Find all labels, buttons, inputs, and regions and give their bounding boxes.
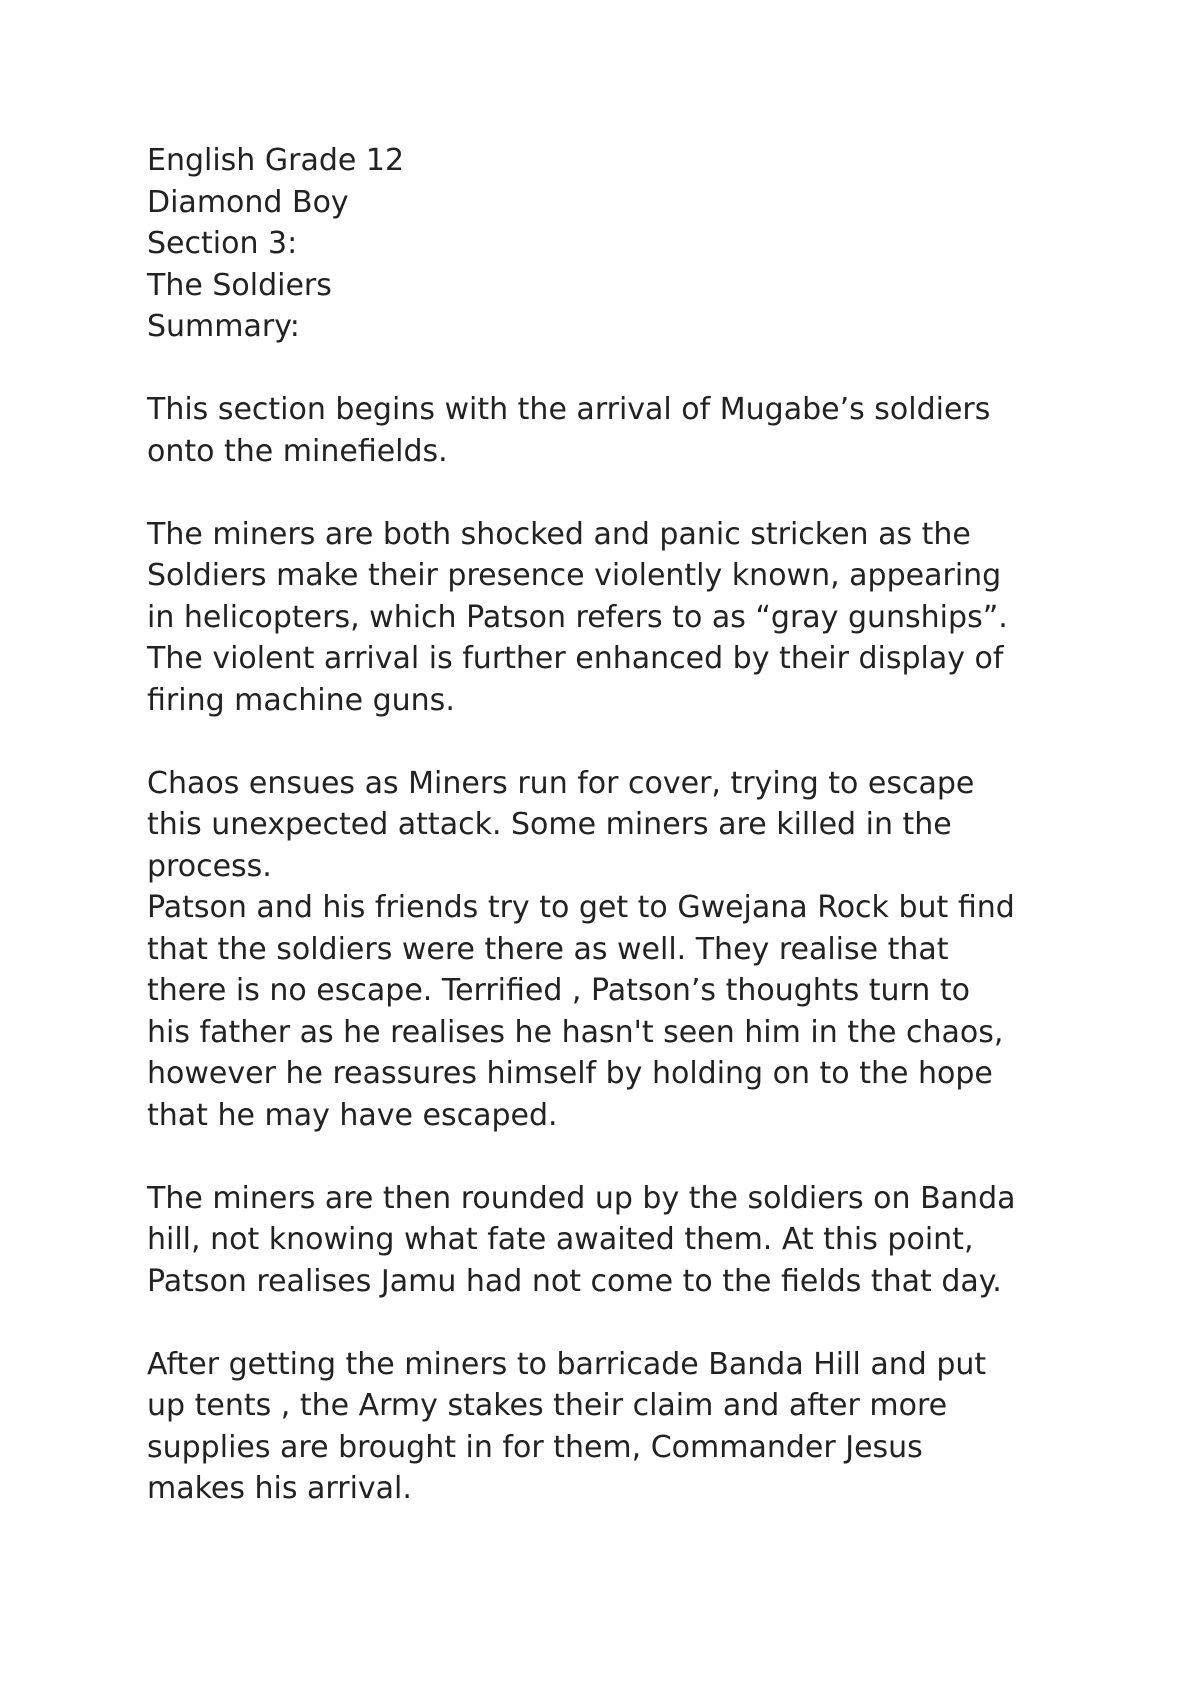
summary-label: Summary: bbox=[147, 309, 300, 344]
paragraph-line: up tents , the Army stakes their claim and after more bbox=[147, 1388, 948, 1423]
paragraph-line: this unexpected attack. Some miners are killed in the bbox=[147, 807, 952, 842]
paragraph-line: makes his arrival. bbox=[147, 1471, 412, 1506]
paragraph-line: Chaos ensues as Miners run for cover, trying to escape bbox=[147, 765, 975, 801]
paragraph-line: firing machine guns. bbox=[147, 682, 455, 718]
spacer bbox=[147, 472, 1067, 514]
paragraph-line: The miners are both shocked and panic stricken as the bbox=[147, 516, 971, 552]
spacer bbox=[147, 348, 1067, 390]
paragraph-line: This section begins with the arrival of Mugabe’s soldiers bbox=[147, 392, 991, 427]
section-number: Section 3: bbox=[147, 226, 298, 261]
document-page bbox=[147, 140, 1067, 1510]
spacer bbox=[147, 1136, 1067, 1178]
paragraph-banda-hill bbox=[147, 1178, 1067, 1303]
paragraph-line: Patson and his friends try to get to Gwejana Rock but find bbox=[147, 890, 1015, 925]
paragraph-commander-jesus bbox=[147, 1344, 1067, 1510]
paragraph-line: his father as he realises he hasn't seen him in the chaos, bbox=[147, 1014, 1004, 1050]
paragraph-line: onto the minefields. bbox=[147, 433, 448, 469]
paragraph-chaos bbox=[147, 763, 1067, 888]
paragraph-line: in helicopters, which Patson refers to as “gray gunships”. bbox=[147, 599, 1008, 635]
document-header bbox=[147, 140, 1067, 348]
paragraph-arrival bbox=[147, 389, 1067, 472]
paragraph-line: supplies are brought in for them, Commander Jesus bbox=[147, 1429, 923, 1465]
spacer bbox=[147, 721, 1067, 763]
paragraph-line: The miners are then rounded up by the soldiers on Banda bbox=[147, 1180, 1016, 1216]
paragraph-helicopters bbox=[147, 514, 1067, 722]
paragraph-line: however he reassures himself by holding on to the hope bbox=[147, 1056, 993, 1091]
paragraph-line: hill, not knowing what fate awaited them. At this point, bbox=[147, 1222, 974, 1257]
subject-heading: English Grade 12 bbox=[147, 143, 405, 178]
paragraph-line: there is no escape. Terrified , Patson’s thoughts turn to bbox=[147, 973, 970, 1008]
paragraph-gwejana-rock bbox=[147, 887, 1067, 1136]
paragraph-line: Soldiers make their presence violently known, appearing bbox=[147, 558, 1002, 593]
spacer bbox=[147, 1302, 1067, 1344]
paragraph-line: process. bbox=[147, 848, 272, 884]
paragraph-line: After getting the miners to barricade Banda Hill and put bbox=[147, 1346, 987, 1382]
paragraph-line: that the soldiers were there as well. They realise that bbox=[147, 931, 949, 967]
paragraph-line: The violent arrival is further enhanced by their display of bbox=[147, 641, 1004, 676]
section-title: The Soldiers bbox=[147, 267, 332, 303]
paragraph-line: that he may have escaped. bbox=[147, 1097, 558, 1133]
paragraph-line: Patson realises Jamu had not come to the fields that day. bbox=[147, 1263, 1002, 1299]
book-title: Diamond Boy bbox=[147, 184, 349, 220]
